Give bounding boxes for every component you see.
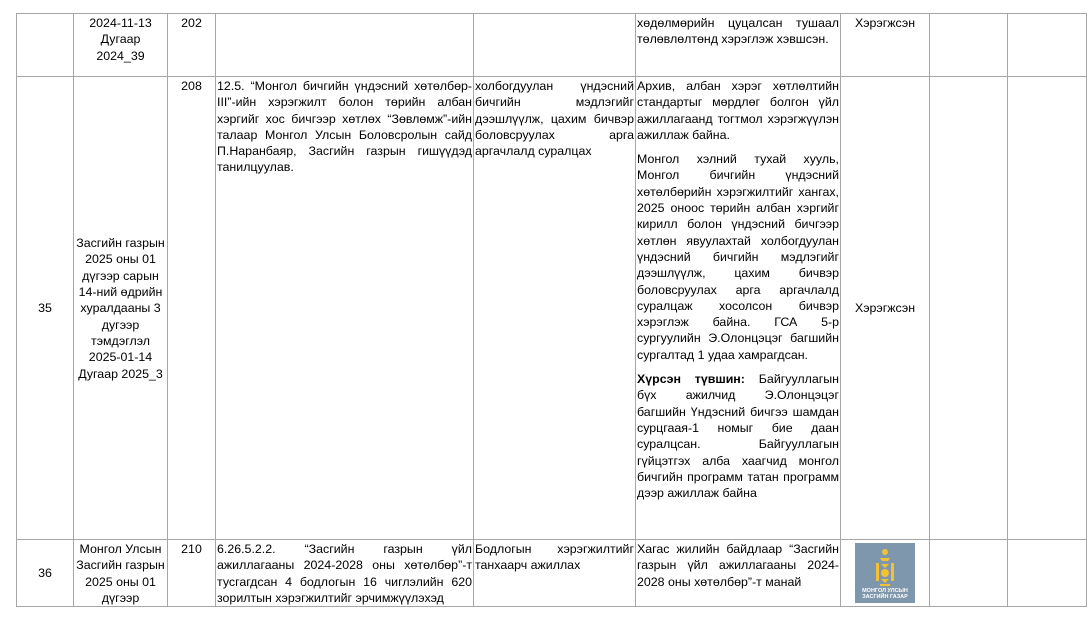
achieved-level-paragraph	[637, 371, 839, 501]
decision-cell: Монгол Улсын Засгийн газрын 2025 оны 01 дүгээр	[74, 540, 168, 607]
code-cell: 202	[168, 14, 216, 77]
empty-cell	[1008, 14, 1087, 77]
empty-cell	[930, 77, 1008, 540]
table-row	[17, 540, 1087, 607]
report-table	[16, 13, 1087, 607]
government-seal-logo	[855, 543, 915, 603]
empty-cell	[1008, 77, 1087, 540]
row-number: 35	[17, 77, 74, 540]
table-row	[17, 77, 1087, 540]
achieved-level-text: Байгууллагын бүх ажилчид Э.Олонцэцэг багшийн Үндэсний бичгээ шамдан сурцгаая-1 номыг бие даан суралцсан. Байгууллагын гүйцэтгэх алба хаагчид монгол бичгийн программ татан программ дээр ажиллаж байна	[637, 372, 839, 501]
decision-cell: Засгийн газрын 2025 оны 01 дүгээр сарын 14-ний өдрийн хуралдааны 3 дугээр тэмдэглэл 2025-01-14 Дугаар 2025_3	[74, 77, 168, 540]
task-cell	[216, 14, 474, 77]
row-number: 36	[17, 540, 74, 607]
progress-paragraph: Архив, албан хэрэг хөтлөлтийн стандартыг мөрдлөг болгон үйл ажиллагаанд тогтмол хэрэгжүүлэн ажиллаж байна.	[637, 79, 839, 142]
progress-cell	[636, 540, 841, 607]
task-cell: 6.26.5.2.2. “Засгийн газрын үйл ажиллагааны 2024-2028 оны хөтөлбөр”-т тусгагдсан 4 бодлогын 16 чиглэлийн 620 зорилтын хэрэгжилтийг эрчимжүүлэхэд	[216, 540, 474, 607]
row-number	[17, 14, 74, 77]
goal-cell: Бодлогын хэрэгжилтийг танхаарч ажиллах	[474, 540, 636, 607]
decision-text: 2024-11-13 Дугаар 2024_39	[89, 16, 152, 63]
progress-paragraph: Хагас жилийн байдлаар “Засгийн газрын үйл ажиллагааны 2024-2028 оны хөтөлбөр”-т манай	[637, 542, 839, 589]
task-cell: 12.5. “Монгол бичгийн үндэсний хөтөлбөр-III”-ийн хэрэгжилт болон төрийн албан хэргийг хос бичгээр хөтлөх “Зөвлөмж”-ийн талаар Монгол Улсын Боловсролын сайд П.Наранбаяр, Засгийн газрын гишүүдэд танилцуулав.	[216, 77, 474, 540]
progress-cell	[636, 14, 841, 77]
progress-cell	[636, 77, 841, 540]
status-cell: Хэрэгжсэн	[841, 77, 930, 540]
seal-cell	[841, 540, 930, 607]
status-cell: Хэрэгжсэн	[841, 14, 930, 77]
empty-cell	[1008, 540, 1087, 607]
table-row	[17, 14, 1087, 77]
empty-cell	[930, 14, 1008, 77]
progress-paragraph: Монгол хэлний тухай хууль, Монгол бичгийн үндэсний хөтөлбөрийн хэрэгжилтийг хангах, 2025 оноос төрийн албан хэргийг кирилл болон үндэсний бичгээр хөтлөн явуулахтай холбогдуулан үндэсний бичгийн мэдлэгийг дээшлүүлж, цахим бичвэр боловсруулах арга аргачлалд суралцаж хосолсон бичвэр хэрэглэж байна. ГСА 5-р сургуулийн Э.Олонцэцэг багшийн сургалтад 1 удаа хамрагдсан.	[637, 152, 839, 362]
seal-text: МОНГОЛ УЛСЫН ЗАСГИЙН ГАЗАР	[862, 588, 908, 600]
goal-cell	[474, 14, 636, 77]
goal-cell: холбогдуулан үндэсний бичгийн мэдлэгийг дээшлүүлж, цахим бичвэр боловсруулах арга аргачлалд суралцах	[474, 77, 636, 540]
code-cell: 208	[168, 77, 216, 540]
empty-cell	[930, 540, 1008, 607]
code-cell: 210	[168, 540, 216, 607]
progress-paragraph: хөдөлмөрийн цуцалсан тушаал төлөвлөлтөнд хэрэглэж хэвшсэн.	[637, 16, 839, 47]
achieved-level-label: Хүрсэн түвшин:	[637, 372, 745, 387]
decision-cell	[74, 14, 168, 77]
